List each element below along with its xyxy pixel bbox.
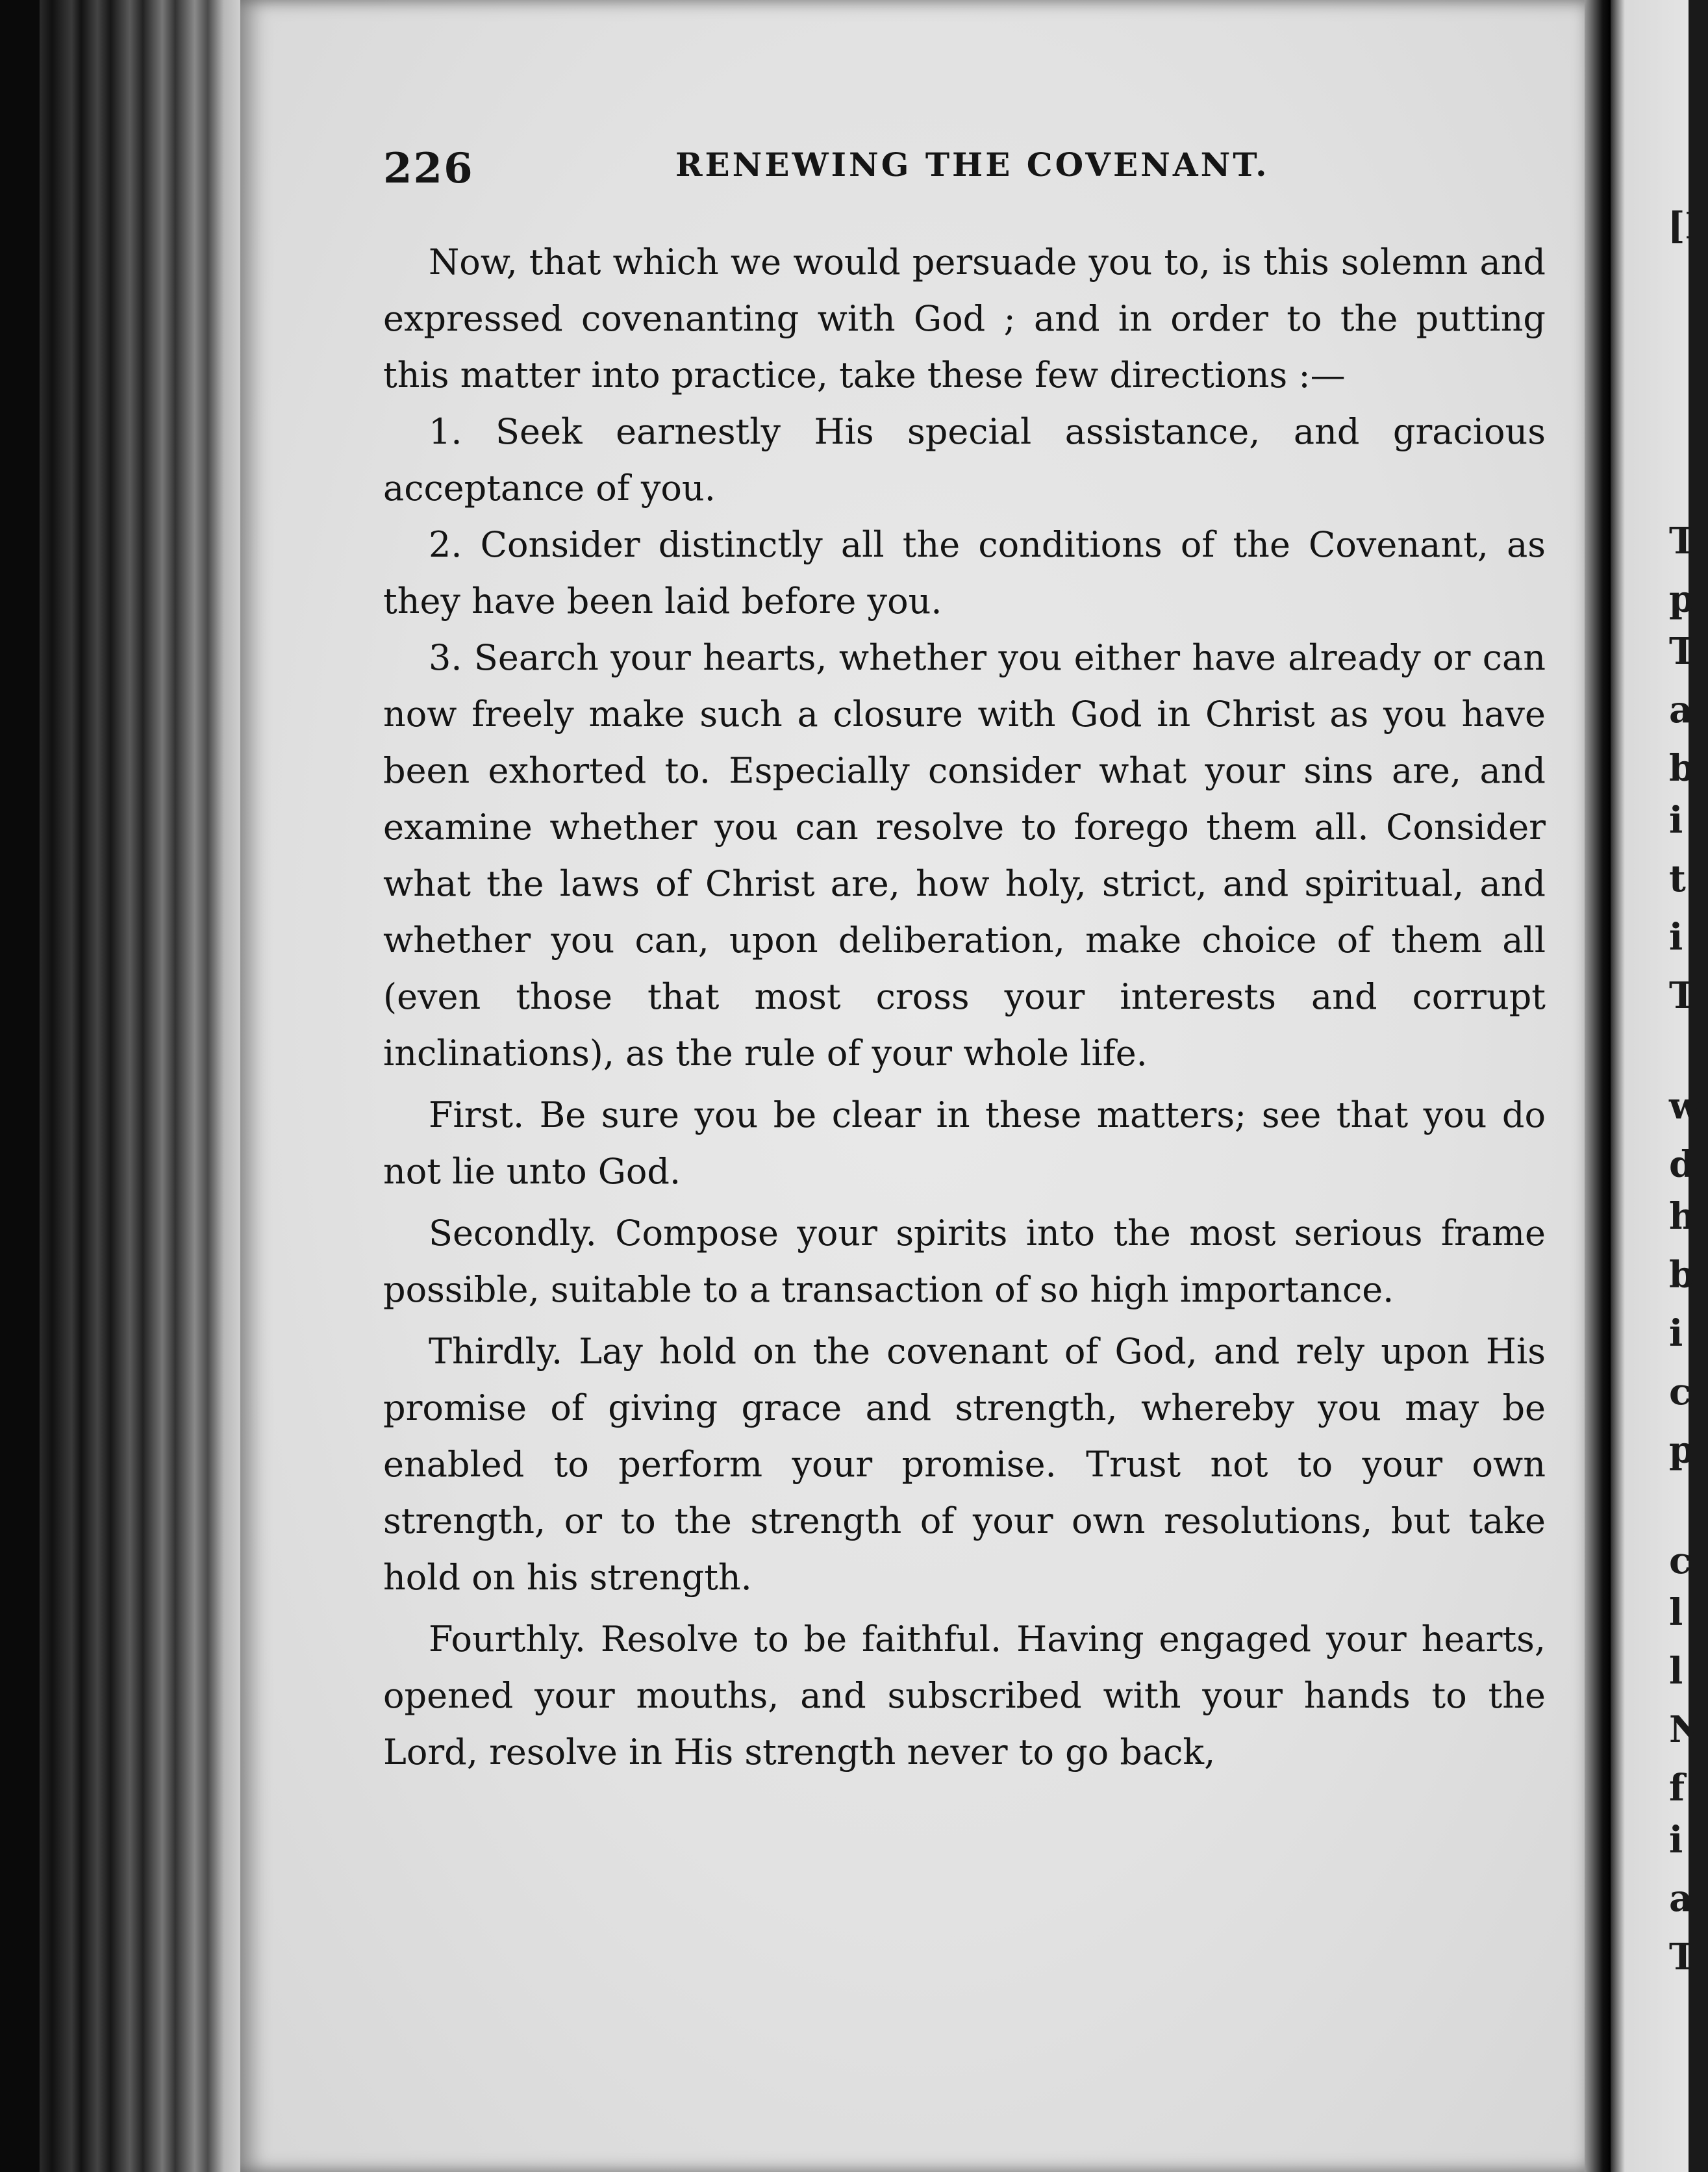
facing-letter: b bbox=[1669, 747, 1695, 790]
facing-letter: h bbox=[1669, 1195, 1696, 1238]
body-text bbox=[383, 234, 1546, 1780]
facing-letter: t bbox=[1669, 857, 1686, 900]
paragraph: Secondly. Compose your spirits into the most serious frame possible, suitable to a transaction of so high importance. bbox=[383, 1213, 1546, 1310]
page-header bbox=[383, 144, 1546, 196]
facing-letter: l bbox=[1669, 1591, 1683, 1634]
paragraph: First. Be sure you be clear in these matters; see that you do not lie unto God. bbox=[383, 1094, 1546, 1192]
facing-letter: c bbox=[1669, 1539, 1692, 1582]
facing-letter: d bbox=[1669, 1143, 1695, 1186]
facing-letter: l bbox=[1669, 1650, 1683, 1693]
facing-letter: i bbox=[1669, 1312, 1683, 1355]
facing-letter: p bbox=[1669, 1429, 1695, 1472]
facing-letter: i bbox=[1669, 916, 1683, 959]
facing-letter: i bbox=[1669, 1819, 1683, 1862]
paragraph: Fourthly. Resolve to be faithful. Having engaged your hearts, opened your mouths, and subscribed with your hands to the Lord, resolve in His strength never to go back, bbox=[383, 1619, 1546, 1773]
facing-letter: T bbox=[1669, 1936, 1696, 1978]
facing-letter: b bbox=[1669, 1254, 1695, 1296]
facing-letter: a bbox=[1669, 1877, 1693, 1920]
page-gutter bbox=[1585, 0, 1611, 2172]
paragraph: Now, that which we would persuade you to, is this solemn and expressed covenanting with God ; and in order to the putting this matter into practice, take these few directions :— bbox=[383, 242, 1546, 396]
facing-letter: w bbox=[1669, 1085, 1701, 1128]
paragraph: 2. Consider distinctly all the conditions of the Covenant, as they have been laid before you. bbox=[383, 524, 1546, 622]
paragraph: Thirdly. Lay hold on the covenant of God, and rely upon His promise of giving grace and strength, whereby you may be enabled to perform your promise. Trust not to your own strength, or to the strength of your own resolutions, but take hold on his strength. bbox=[383, 1331, 1546, 1598]
facing-page-letters bbox=[1669, 0, 1708, 2172]
running-head: RENEWING THE COVENANT. bbox=[675, 145, 1270, 184]
facing-letter: f bbox=[1669, 1767, 1685, 1810]
page-number: 226 bbox=[383, 144, 474, 193]
facing-letter: c bbox=[1669, 1370, 1692, 1413]
book-spine-edges bbox=[0, 0, 247, 2172]
facing-letter: p bbox=[1669, 578, 1695, 621]
facing-letter: N bbox=[1669, 1708, 1703, 1751]
paragraph: 1. Seek earnestly His special assistance, and gracious acceptance of you. bbox=[383, 411, 1546, 509]
facing-letter: i bbox=[1669, 799, 1683, 842]
paragraph: 3. Search your hearts, whether you either have already or can now freely make such a closure with God in Christ as you have been exhorted to. Especially consider what your sins are, and examine whether you can resolve to forego them all. Consider what the laws of Christ are, how holy, strict, and spiritual, and whether you can, upon deliberation, make choice of them all (even those that most cross your interests and corrupt inclinations), as the rule of your whole life. bbox=[383, 637, 1546, 1074]
facing-letter: T bbox=[1669, 630, 1696, 673]
facing-letter: a bbox=[1669, 688, 1693, 731]
facing-letter: [I bbox=[1668, 205, 1702, 247]
facing-letter: T bbox=[1669, 520, 1696, 562]
facing-letter: T bbox=[1669, 974, 1696, 1017]
